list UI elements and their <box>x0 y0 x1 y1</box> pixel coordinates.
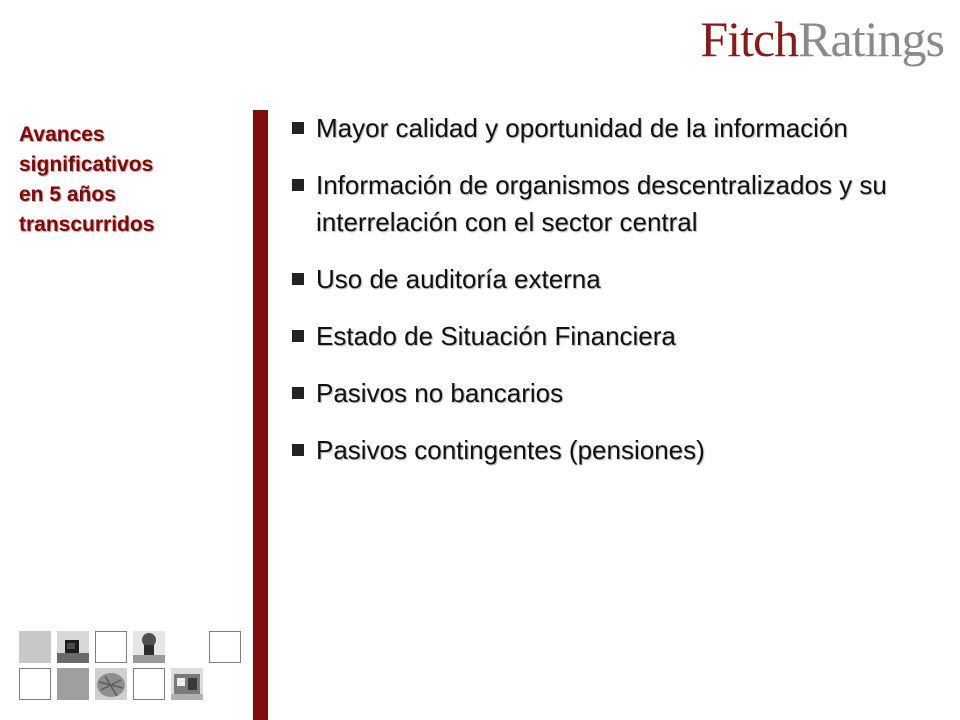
bullet-text: Pasivos no bancarios <box>316 378 564 408</box>
bullet-item <box>286 318 926 355</box>
bullet-item <box>286 375 926 412</box>
square-bullet-icon <box>292 387 304 399</box>
section-title-line: en 5 años <box>19 183 116 206</box>
section-title-line: transcurridos <box>19 213 155 236</box>
bullet-item <box>286 167 926 241</box>
gray-square-icon <box>57 668 89 700</box>
gray-square-icon <box>19 631 51 663</box>
photo-thumbnail-icon <box>133 631 165 663</box>
bullet-text: Estado de Situación Financiera <box>316 321 676 351</box>
photo-thumbnail-icon <box>57 631 89 663</box>
photo-thumbnail-icon <box>171 668 203 700</box>
bullet-list <box>286 110 926 469</box>
bullet-text: Uso de auditoría externa <box>316 264 601 294</box>
fitch-ratings-logo <box>700 11 944 67</box>
logo-fitch: Fitch <box>700 11 799 67</box>
bullet-text: Mayor calidad y oportunidad de la información <box>316 113 848 143</box>
square-bullet-icon <box>292 122 304 134</box>
logo-ratings: Ratings <box>798 11 944 67</box>
section-title <box>19 120 209 240</box>
photo-thumbnail-icon <box>95 668 127 700</box>
empty-square-icon <box>209 631 241 663</box>
empty-square-icon <box>95 631 127 663</box>
vertical-divider <box>253 110 268 720</box>
bullet-text: Pasivos contingentes (pensiones) <box>316 435 705 465</box>
bullet-text: Información de organismos descentralizados y su interrelación con el sector central <box>316 170 887 237</box>
bullet-item <box>286 261 926 298</box>
bullet-item <box>286 110 926 147</box>
empty-square-icon <box>19 668 51 700</box>
square-bullet-icon <box>292 444 304 456</box>
bullet-item <box>286 432 926 469</box>
square-bullet-icon <box>292 273 304 285</box>
square-bullet-icon <box>292 330 304 342</box>
section-title-line: Avances <box>19 123 105 146</box>
empty-square-icon <box>133 668 165 700</box>
square-bullet-icon <box>292 179 304 191</box>
section-title-line: significativos <box>19 153 154 176</box>
